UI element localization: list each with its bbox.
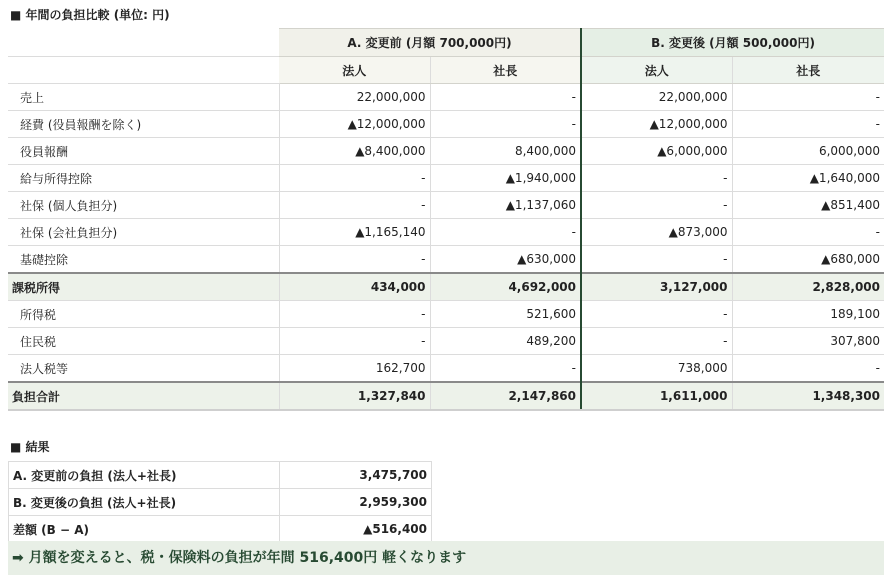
table-row [8, 301, 884, 328]
row-value: 738,000 [581, 355, 732, 383]
table-row [8, 165, 884, 192]
row-value: ▲1,940,000 [430, 165, 581, 192]
row-value: - [581, 246, 732, 274]
table-row [8, 192, 884, 219]
row-value: - [430, 111, 581, 138]
row-value: - [279, 328, 430, 355]
row-value: 434,000 [279, 273, 430, 301]
row-value: 189,100 [732, 301, 884, 328]
result-label: B. 変更後の負担 (法人+社長) [9, 489, 280, 516]
result-row [9, 462, 432, 489]
row-value: - [279, 301, 430, 328]
results-table [8, 461, 432, 543]
row-value: - [279, 165, 430, 192]
row-value: - [581, 165, 732, 192]
row-value: - [732, 84, 884, 111]
row-value: 3,127,000 [581, 273, 732, 301]
row-value: 1,348,300 [732, 382, 884, 410]
row-value: ▲12,000,000 [581, 111, 732, 138]
row-value: - [732, 111, 884, 138]
table-row [8, 382, 884, 410]
result-value: ▲516,400 [280, 516, 432, 543]
result-value: 2,959,300 [280, 489, 432, 516]
row-value: - [430, 84, 581, 111]
table-row [8, 84, 884, 111]
row-label: 法人税等 [8, 355, 279, 383]
result-row [9, 489, 432, 516]
row-value: ▲1,165,140 [279, 219, 430, 246]
row-value: - [732, 219, 884, 246]
row-value: ▲630,000 [430, 246, 581, 274]
row-value: ▲680,000 [732, 246, 884, 274]
row-value: ▲873,000 [581, 219, 732, 246]
row-value: ▲8,400,000 [279, 138, 430, 165]
row-value: 2,828,000 [732, 273, 884, 301]
row-value: 1,611,000 [581, 382, 732, 410]
row-label: 社保 (個人負担分) [8, 192, 279, 219]
table-row [8, 111, 884, 138]
row-value: - [581, 328, 732, 355]
row-value: ▲12,000,000 [279, 111, 430, 138]
header-group-a: A. 変更前 (月額 700,000円) [279, 29, 581, 57]
result-row [9, 516, 432, 543]
row-value: - [279, 246, 430, 274]
row-value: 162,700 [279, 355, 430, 383]
row-label: 課税所得 [8, 273, 279, 301]
row-value: ▲851,400 [732, 192, 884, 219]
row-value: - [581, 192, 732, 219]
result-value: 3,475,700 [280, 462, 432, 489]
row-value: 521,600 [430, 301, 581, 328]
comparison-table [8, 28, 884, 411]
table-row [8, 219, 884, 246]
row-value: 6,000,000 [732, 138, 884, 165]
row-value: ▲6,000,000 [581, 138, 732, 165]
row-value: 22,000,000 [581, 84, 732, 111]
conclusion-banner: ➡ 月額を変えると、税・保険料の負担が年間 516,400円 軽くなります [8, 541, 884, 575]
header-group-b: B. 変更後 (月額 500,000円) [581, 29, 884, 57]
row-value: - [430, 355, 581, 383]
table-row [8, 246, 884, 274]
row-value: - [430, 219, 581, 246]
row-label: 住民税 [8, 328, 279, 355]
row-label: 経費 (役員報酬を除く) [8, 111, 279, 138]
result-label: 差額 (B − A) [9, 516, 280, 543]
row-value: 307,800 [732, 328, 884, 355]
table-row [8, 273, 884, 301]
row-value: 8,400,000 [430, 138, 581, 165]
row-label: 社保 (会社負担分) [8, 219, 279, 246]
row-label: 給与所得控除 [8, 165, 279, 192]
header-b-president: 社長 [732, 57, 884, 84]
row-value: ▲1,640,000 [732, 165, 884, 192]
row-value: ▲1,137,060 [430, 192, 581, 219]
row-label: 基礎控除 [8, 246, 279, 274]
page-title: ■ 年間の負担比較 (単位: 円) [10, 8, 170, 22]
row-value: 22,000,000 [279, 84, 430, 111]
table-row [8, 138, 884, 165]
row-value: 4,692,000 [430, 273, 581, 301]
table-row [8, 355, 884, 383]
row-label: 役員報酬 [8, 138, 279, 165]
row-value: - [581, 301, 732, 328]
row-label: 売上 [8, 84, 279, 111]
row-value: 489,200 [430, 328, 581, 355]
row-label: 負担合計 [8, 382, 279, 410]
results-title: ■ 結果 [10, 440, 50, 454]
row-value: 2,147,860 [430, 382, 581, 410]
header-b-corp: 法人 [581, 57, 732, 84]
row-value: 1,327,840 [279, 382, 430, 410]
result-label: A. 変更前の負担 (法人+社長) [9, 462, 280, 489]
table-row [8, 328, 884, 355]
header-a-corp: 法人 [279, 57, 430, 84]
header-a-president: 社長 [430, 57, 581, 84]
row-label: 所得税 [8, 301, 279, 328]
row-value: - [732, 355, 884, 383]
row-value: - [279, 192, 430, 219]
